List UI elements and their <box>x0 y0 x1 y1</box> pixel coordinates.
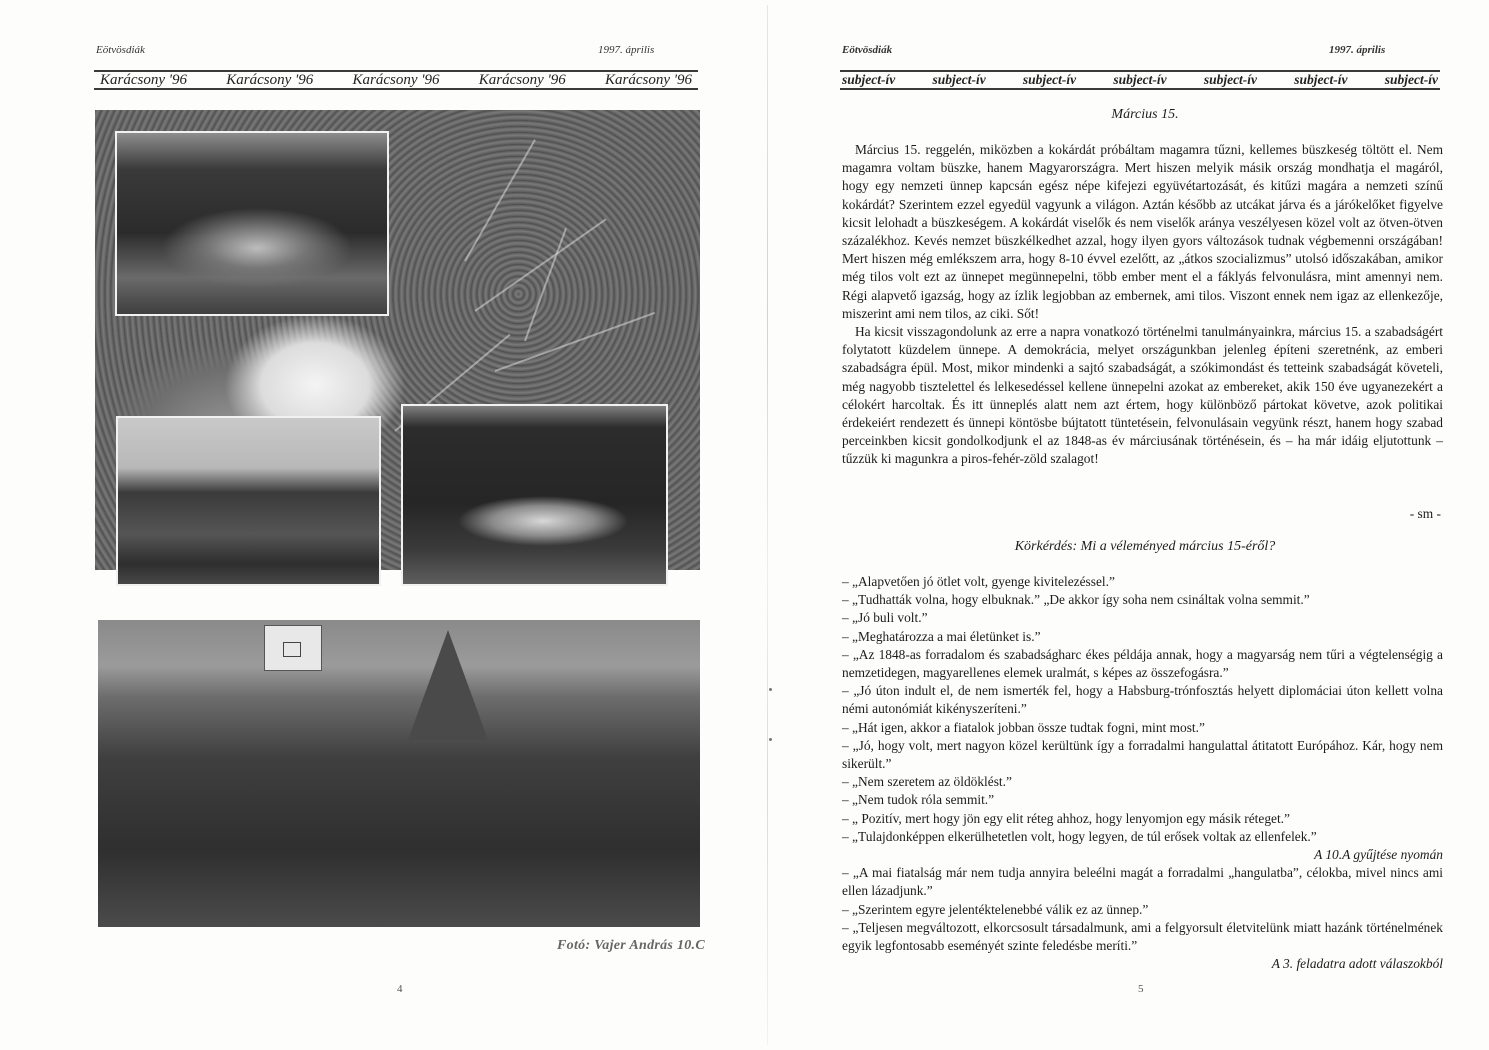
section-band-label: Karácsony '96 <box>352 71 440 88</box>
basketball-hoop <box>264 625 322 671</box>
christmas-tree <box>408 630 488 740</box>
survey-response: – „Alapvetően jó ötlet volt, gyenge kivitelezéssel.” <box>842 574 1115 589</box>
article-paragraph: Ha kicsit visszagondolunk az erre a napra vonatkozó történelmi tanulmányainkra, március 15. a szabadságért folytatott küzdelem ünnepe. A demokrácia, melyet országunkban jelenleg építeni szeretnénk, az emberi szabadságra épül. Most, mikor mindenki a sajtó szabadságát, a szókimondást és tetteink szabadságát követeli, még nagyobb tisztelettel és lelkesedéssel kellene ünnepelni azokat az embereket, akik 150 éve ugyanezekért a célokért harcoltak. És itt ünneplés alatt nem azt értem, hogy különböző pártokat követve, azok politikai érdekeiért rendezett és ünnepi köntösbe bújtatott tüntetésein, felvonulásain vegyünk részt, hanem hogy szabad perceinkben kicsit gondolkodjunk el az 1848-as év márciusának történésein, és – ha már idáig eljutottunk – tűzzük ki magunkra a piros-fehér-zöld szalagot! <box>842 324 1443 467</box>
article-body <box>842 141 1443 469</box>
survey-response: – „Jó úton indult el, de nem ismerték fel, hogy a Habsburg-trónfosztás helyett diplomáciai úton kellett volna némi autonómiát kikényszeríteni.” <box>842 683 1443 717</box>
section-band-label: subject-ív <box>842 72 896 87</box>
survey-response: – „Jó, hogy volt, mert nagyon közel kerültünk így a forradalmi hangulattal átitatott Európához. Kár, hogy nem sikerült.” <box>842 737 1443 772</box>
survey-title: Körkérdés: Mi a véleményed március 15-éről? <box>1014 539 1276 554</box>
survey-response: – „ Pozitív, mert hogy jön egy elit réteg ahhoz, hogy lenyomjon egy másik réteget.” <box>842 810 1290 826</box>
photo-crowd-in-gym <box>98 620 700 927</box>
survey-attribution: A 10.A gyűjtése nyomán <box>1314 847 1443 863</box>
survey-response: – „Az 1848-as forradalom és szabadságharc ékes példája annak, hogy a magyarság nem tűri a végtelenségig a nemzetidegen, magyarellenes elemek uralmát, s képes az összefogásra.” <box>842 646 1443 681</box>
article-paragraph: Március 15. reggelén, miközben a kokárdát próbáltam magamra tűzni, kellemes büszkeség töltött el. Nem magamra voltam büszke, hanem Magyarországra. Mert hiszen melyik másik ország mondhatja el magáról, hogy egy nemzeti ünnep kapcsán egész népe kifejezi együvétartozását, és kitűzi magára a nemzeti színű kokárdát? Szerintem ezzel egyedül vagyunk a világon. Aztán később az utcákat járva és a járókelőket figyelve kicsit lelohadt a büszkeségem. A kokárdát viselők és nem viselők aránya veszélyesen közel volt az ötven-ötven százalékhoz. Kevés nemzet büszkélkedhet azzal, hogy ilyen gyors változások tudnak végbemenni országában! Mert hiszen még emlékszem arra, hogy 8-10 évvel ezelőtt, az „átkos szocializmus” utolsó időszakában, amikor még tilos volt ezt az ünnepet megünnepelni, több ember ment el a fáklyás felvonulásra, mint amennyi nem. Régi alapvető igazság, hogy az ízlik legjobban az embernek, ami tilos. Viszont ennek nem igaz az ellenkezője, miszerint ami nem tilos, az ciki. Sőt! <box>842 142 1443 321</box>
issue-date: 1997. április <box>598 44 655 56</box>
right-page <box>745 0 1489 1050</box>
section-band <box>94 70 698 90</box>
survey-response: – „Teljesen megváltozott, elkorcsosult társadalmunk, ami a felgyorsult életvitelünk miatt hazánk történelmének egyik legfontosabb eseményét szinte feledésbe meríti.” <box>842 919 1443 954</box>
survey-response: – „Jó buli volt.” <box>842 610 928 626</box>
survey-response: – „Tulajdonképpen elkerülhetetlen volt, hogy legyen, de túl erősek voltak az ellenfelek.” <box>842 828 1317 844</box>
survey-responses <box>842 573 1443 973</box>
survey-response: – „Nem tudok róla semmit.” <box>842 792 995 808</box>
section-band-label: subject-ív <box>1294 72 1348 87</box>
section-band-label: Karácsony '96 <box>100 71 187 88</box>
section-band-label: subject-ív <box>1203 72 1258 87</box>
section-band-label: subject-ív <box>1113 72 1167 87</box>
issue-date: 1997. április <box>1329 44 1386 56</box>
survey-response: – „Nem szeretem az öldöklést.” <box>842 774 1012 790</box>
article-title: Március 15. <box>1111 107 1179 122</box>
survey-response: – „Szerintem egyre jelentéktelenebbé válik ez az ünnep.” <box>842 901 1149 917</box>
survey-response: – „Hát igen, akkor a fiatalok jobban össze tudtak fogni, mint most.” <box>842 719 1205 735</box>
page-number: 4 <box>397 983 403 995</box>
section-band-label: subject-ív <box>1022 72 1077 87</box>
section-band-label: Karácsony '96 <box>605 71 692 88</box>
section-band-label: Karácsony '96 <box>226 71 314 88</box>
page-number: 5 <box>1138 983 1144 995</box>
survey-attribution: A 3. feladatra adott válaszokból <box>1271 956 1443 972</box>
article-signature: - sm - <box>1409 506 1441 521</box>
publication-name: Eötvösdiák <box>96 44 145 56</box>
survey-response: – „A mai fiatalság már nem tudja annyira beleélni magát a forradalmi „hangulatba”, célokba, mivel nincs ami ellen lázadjunk.” <box>842 865 1443 899</box>
survey-response: – „Meghatározza a mai életünket is.” <box>842 628 1041 644</box>
photo-choir-and-orchestra <box>115 131 389 316</box>
section-band-label: subject-ív <box>1384 72 1438 87</box>
section-band-label: subject-ív <box>932 72 986 87</box>
photo-credit: Fotó: Vajer András 10.C <box>557 938 705 953</box>
photo-choir <box>401 404 668 586</box>
section-band <box>840 70 1440 90</box>
survey-response: – „Tudhatták volna, hogy elbuknak.” „De akkor így soha nem csináltak volna semmit.” <box>842 592 1310 608</box>
publication-name: Eötvösdiák <box>842 44 893 56</box>
section-band-label: Karácsony '96 <box>478 71 566 88</box>
photo-guitar-band <box>116 416 381 586</box>
